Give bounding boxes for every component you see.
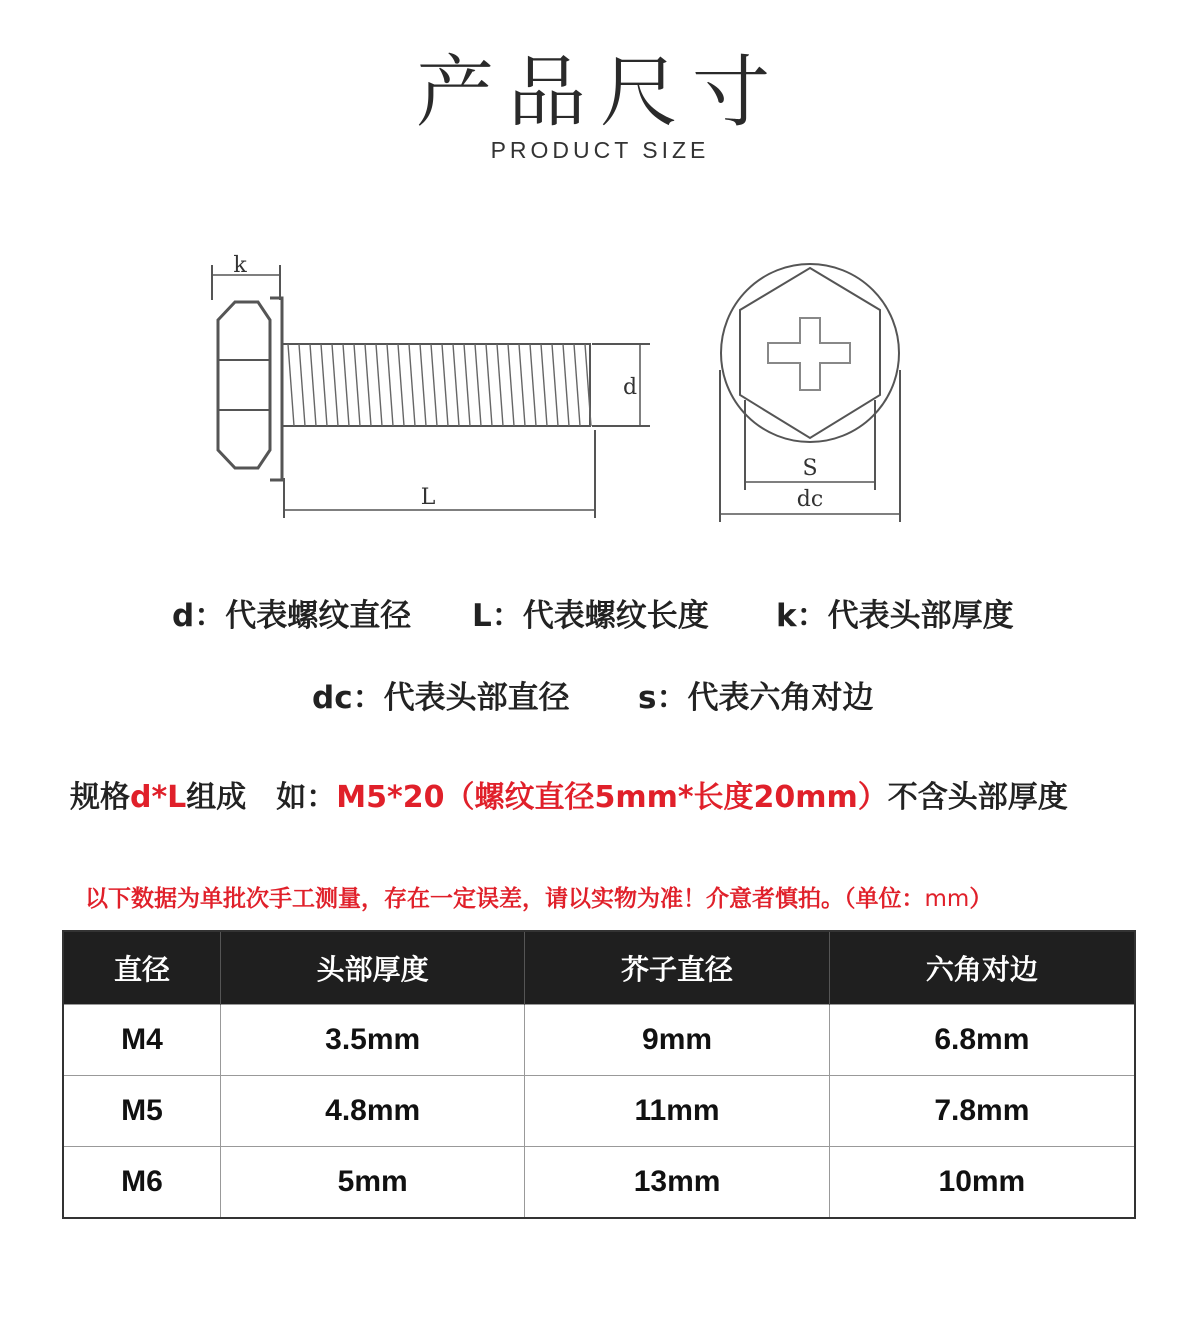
spec-mid: 组成 如： <box>186 780 337 815</box>
table-cell: M6 <box>63 1147 221 1219</box>
table-cell: 6.8mm <box>829 1005 1135 1076</box>
legend-dc: dc：代表头部直径 <box>312 680 570 716</box>
table-cell: 10mm <box>829 1147 1135 1219</box>
thread-line <box>563 344 569 426</box>
thread-line <box>497 344 503 426</box>
thread-line <box>365 344 371 426</box>
size-table <box>62 930 1136 1219</box>
thread-line <box>541 344 547 426</box>
thread-line <box>508 344 514 426</box>
legend-s: s：代表六角对边 <box>638 680 874 716</box>
page-subtitle: PRODUCT SIZE <box>490 137 710 163</box>
spec-formula: d*L <box>130 780 187 815</box>
note-unit: mm <box>924 886 970 912</box>
spec-description <box>70 772 1068 816</box>
thread-line <box>398 344 404 426</box>
thread-line <box>288 344 294 426</box>
dc-label: dc <box>796 487 824 512</box>
thread-line <box>431 344 437 426</box>
note-close: ） <box>969 886 993 912</box>
table-cell: M5 <box>63 1076 221 1147</box>
measurement-note <box>85 880 992 913</box>
k-label: k <box>233 253 247 278</box>
thread-lines <box>288 344 591 426</box>
table-row <box>63 1147 1135 1219</box>
column-header: 六角对边 <box>829 931 1135 1005</box>
thread-line <box>376 344 382 426</box>
bolt-side-view <box>212 265 650 518</box>
table-row <box>63 1005 1135 1076</box>
thread-line <box>387 344 393 426</box>
bolt-top-view <box>720 264 900 522</box>
table-cell: 5mm <box>221 1147 525 1219</box>
page-title: 产品尺寸 <box>415 48 784 138</box>
table-cell: 3.5mm <box>221 1005 525 1076</box>
table-cell: 4.8mm <box>221 1076 525 1147</box>
s-label: S <box>802 456 818 481</box>
spec-prefix: 规格 <box>70 780 130 815</box>
table-row <box>63 1076 1135 1147</box>
thread-line <box>475 344 481 426</box>
table-header-row <box>63 931 1135 1005</box>
spec-suffix: 不含头部厚度 <box>887 780 1068 815</box>
thread-line <box>552 344 558 426</box>
thread-line <box>420 344 426 426</box>
thread-line <box>409 344 415 426</box>
thread-line <box>530 344 536 426</box>
spec-example: M5*20（螺纹直径5mm*长度20mm） <box>336 780 888 815</box>
thread-line <box>453 344 459 426</box>
table-cell: 9mm <box>525 1005 829 1076</box>
column-header: 直径 <box>63 931 221 1005</box>
legend-d: d：代表螺纹直径 <box>172 598 412 634</box>
d-label: d <box>622 375 638 400</box>
thread-line <box>574 344 580 426</box>
thread-line <box>310 344 316 426</box>
thread-line <box>321 344 327 426</box>
thread-line <box>332 344 338 426</box>
legend-L: L：代表螺纹长度 <box>472 598 709 634</box>
bolt-dimension-diagram <box>200 240 920 540</box>
column-header: 头部厚度 <box>221 931 525 1005</box>
column-header: 芥子直径 <box>525 931 829 1005</box>
thread-line <box>354 344 360 426</box>
table-cell: M4 <box>63 1005 221 1076</box>
thread-line <box>486 344 492 426</box>
table-cell: 11mm <box>525 1076 829 1147</box>
thread-line <box>442 344 448 426</box>
thread-line <box>299 344 305 426</box>
thread-line <box>464 344 470 426</box>
thread-line <box>343 344 349 426</box>
table-cell: 13mm <box>525 1147 829 1219</box>
table-cell: 7.8mm <box>829 1076 1135 1147</box>
legend-k: k：代表头部厚度 <box>776 598 1014 634</box>
thread-line <box>519 344 525 426</box>
note-text: 以下数据为单批次手工测量，存在一定误差，请以实物为准！介意者慎拍。（单位： <box>85 886 925 912</box>
L-label: L <box>420 485 436 510</box>
